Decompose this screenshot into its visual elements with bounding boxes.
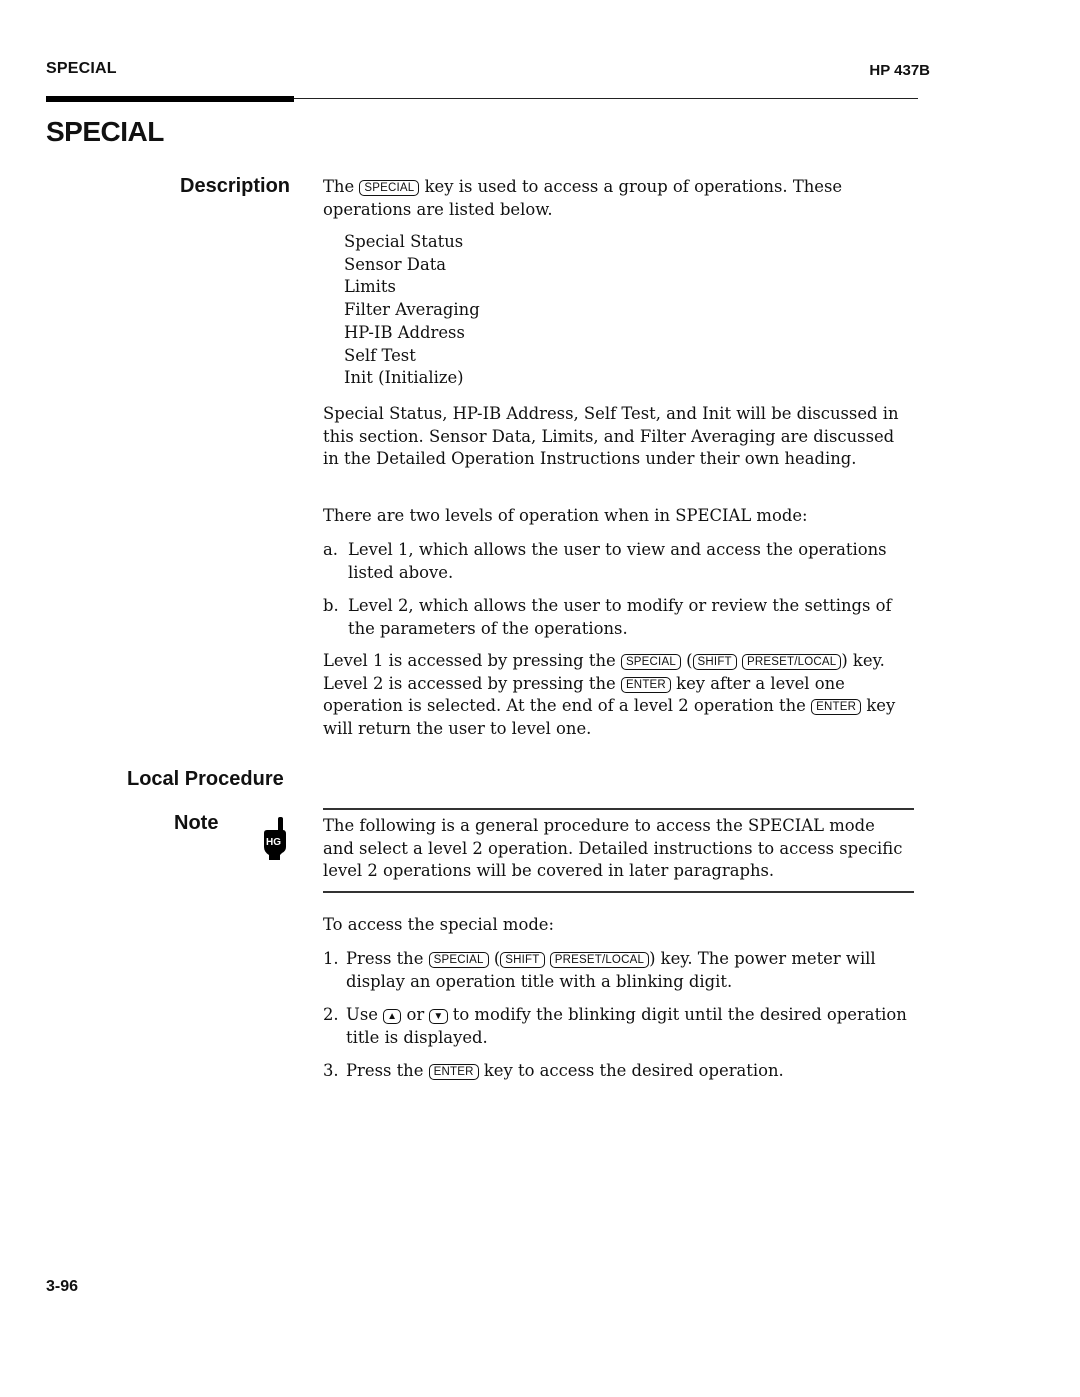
local-procedure-heading: Local Procedure [127,768,284,790]
text: The following is a general procedure to access the SPECIAL mode and select a level 2 operation. Detailed instructions to access specific level 2 operations will be covered in later paragraphs. [323,816,903,880]
enter-key: ENTER [429,1064,479,1080]
preset-local-key: PRESET/LOCAL [550,952,649,968]
step-number: 1. [323,949,339,968]
step-item [323,948,908,993]
procedure-steps [323,948,908,1083]
special-key: SPECIAL [359,180,419,196]
step-item [323,1060,908,1083]
paragraph-levels-intro [323,505,908,528]
operations-list [344,231,480,390]
level-list [323,539,908,640]
page-title: SPECIAL [46,116,164,147]
procedure-intro [323,914,908,937]
text: ) key. Level 2 is accessed by pressing the [323,651,885,693]
text: Press the [346,1061,424,1080]
enter-key: ENTER [621,677,671,693]
text: key is used to access a group of operations. These operations are listed below. [323,177,843,219]
note-rule-top [323,808,914,810]
text: Press the [346,949,424,968]
operation-item: HP-IB Address [344,322,465,342]
level-item [323,539,908,584]
text: Special Status, HP-IB Address, Self Test, and Init will be discussed in this section. Sensor Data, Limits, and Filter Averaging are discussed in the Detailed Operation Instructions under their own heading. [323,404,899,468]
description-intro [323,176,908,221]
text: ( [493,949,501,968]
down-arrow-key-icon: ▼ [429,1009,447,1024]
pointing-hand-icon [258,815,290,861]
step-number: 2. [323,1005,339,1024]
item-label: a. [323,540,338,559]
text: The [323,177,355,196]
operation-item: Filter Averaging [344,300,480,320]
level-item [323,595,908,640]
text: to modify the blinking digit until the desired operation title is displayed. [346,1005,907,1047]
operation-item: Init (Initialize) [344,368,464,388]
operation-item: Limits [344,277,396,297]
paragraph-level-access [323,650,908,740]
text: Use [346,1005,378,1024]
text: key to access the desired operation. [483,1061,784,1080]
text: key will return the user to level one. [323,696,896,738]
enter-key: ENTER [811,699,861,715]
text: Level 1 is accessed by pressing the [323,651,616,670]
svg-text:HG: HG [266,837,281,848]
page-number: 3-96 [46,1278,79,1295]
special-key: SPECIAL [429,952,489,968]
item-text: Level 1, which allows the user to view and access the operations listed above. [348,540,887,582]
special-key: SPECIAL [621,654,681,670]
note-text [323,815,908,883]
shift-key: SHIFT [500,952,544,968]
running-header-section: SPECIAL [46,60,117,77]
text: key after a level one operation is selected. At the end of a level 2 operation the [323,673,845,715]
running-header-model: HP 437B [869,62,930,79]
shift-key: SHIFT [693,654,737,670]
paragraph-discussion [323,403,908,471]
text: ( [686,651,693,670]
step-item [323,1004,908,1049]
header-rule-thick [46,96,294,102]
operation-item: Special Status [344,232,464,251]
step-number: 3. [323,1061,339,1080]
text: To access the special mode: [323,915,555,934]
text: or [406,1005,425,1024]
description-heading: Description [180,175,291,197]
note-label: Note [174,812,219,834]
text: ) key. The power meter will display an operation title with a blinking digit. [346,949,876,991]
operation-item: Self Test [344,345,416,365]
text: There are two levels of operation when in SPECIAL mode: [323,506,808,525]
note-rule-bottom [323,891,914,893]
item-text: Level 2, which allows the user to modify or review the settings of the parameters of the operations. [348,596,892,638]
preset-local-key: PRESET/LOCAL [742,654,841,670]
up-arrow-key-icon: ▲ [383,1009,401,1024]
item-label: b. [323,596,339,615]
operation-item: Sensor Data [344,254,447,274]
